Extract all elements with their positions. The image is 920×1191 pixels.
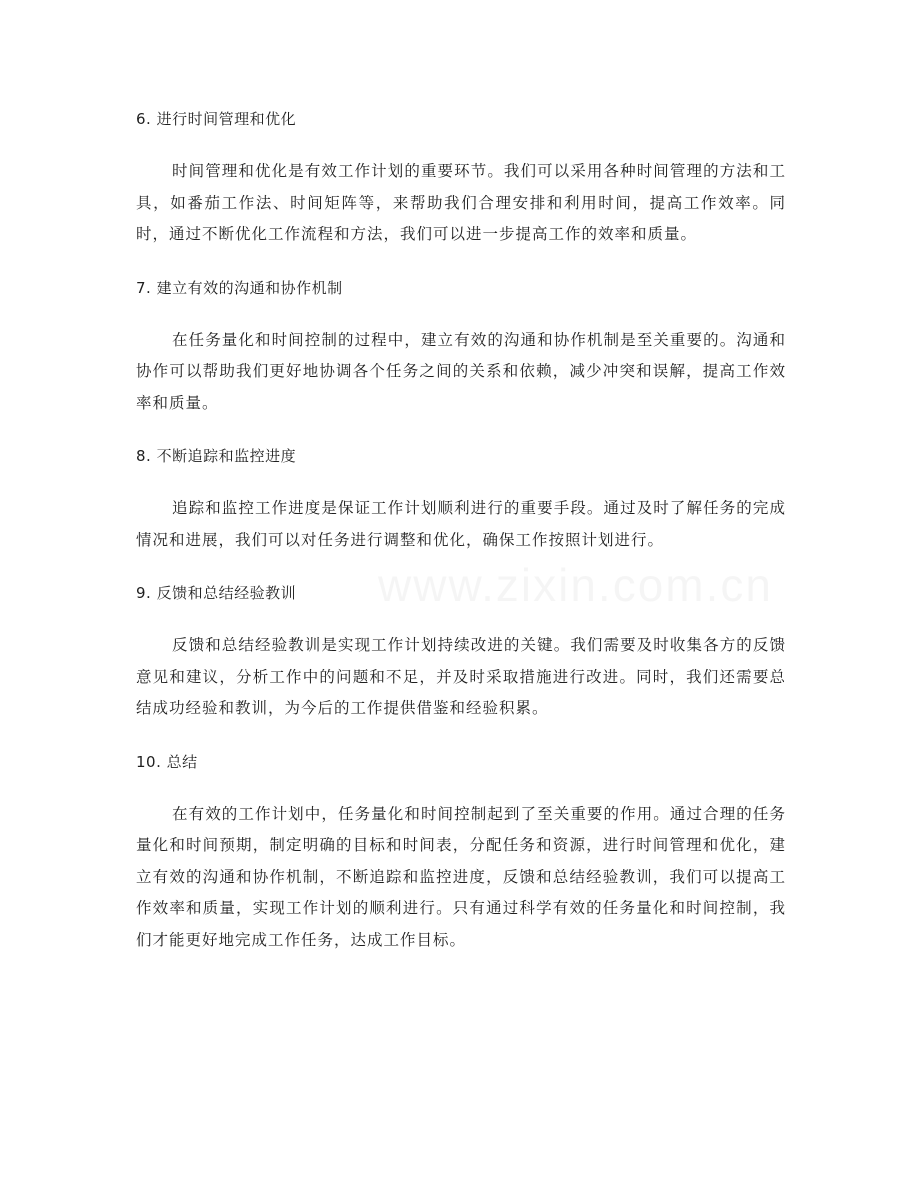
section-heading-9: 9. 反馈和总结经验教训 [136, 584, 297, 602]
section-paragraph-9: 反馈和总结经验教训是实现工作计划持续改进的关键。我们需要及时收集各方的反馈意见和建议，分析工作中的问题和不足，并及时采取措施进行改进。同时，我们还需要总结成功经验和教训，为今后的工作提供借鉴和经验积累。 [136, 636, 786, 717]
section-paragraph-8: 追踪和监控工作进度是保证工作计划顺利进行的重要手段。通过及时了解任务的完成情况和进展，我们可以对任务进行调整和优化，确保工作按照计划进行。 [136, 499, 786, 549]
section-heading-6: 6. 进行时间管理和优化 [136, 110, 297, 128]
document-body [136, 104, 786, 956]
section-paragraph-7: 在任务量化和时间控制的过程中，建立有效的沟通和协作机制是至关重要的。沟通和协作可以帮助我们更好地协调各个任务之间的关系和依赖，减少冲突和误解，提高工作效率和质量。 [136, 330, 786, 412]
section-heading-7: 7. 建立有效的沟通和协作机制 [136, 278, 343, 297]
section-paragraph-10: 在有效的工作计划中，任务量化和时间控制起到了至关重要的作用。通过合理的任务量化和时间预期，制定明确的目标和时间表，分配任务和资源，进行时间管理和优化，建立有效的沟通和协作机制，不断追踪和监控进度，反馈和总结经验教训，我们可以提高工作效率和质量，实现工作计划的顺利进行。只有通过科学有效的任务量化和时间控制，我们才能更好地完成工作任务，达成工作目标。 [136, 804, 786, 949]
section-heading-8: 8. 不断追踪和监控进度 [136, 447, 297, 465]
section-heading-10: 10. 总结 [136, 752, 198, 771]
section-paragraph-6: 时间管理和优化是有效工作计划的重要环节。我们可以采用各种时间管理的方法和工具，如番茄工作法、时间矩阵等，来帮助我们合理安排和利用时间，提高工作效率。同时，通过不断优化工作流程和方法，我们可以进一步提高工作的效率和质量。 [136, 162, 786, 243]
